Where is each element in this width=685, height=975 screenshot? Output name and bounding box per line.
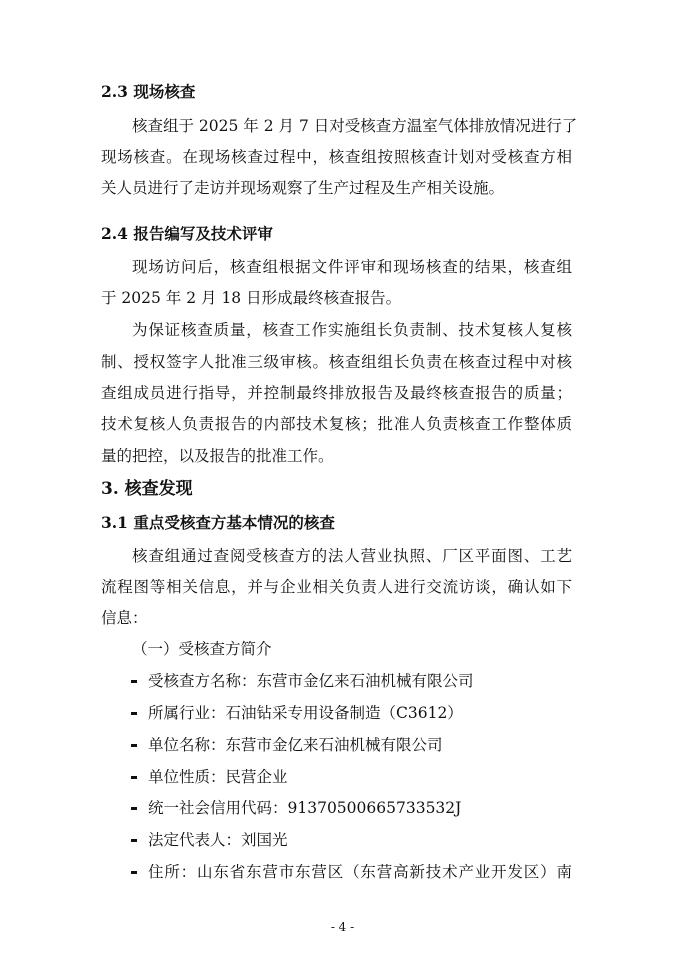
paragraph-line: 查组成员进行指导，并控制最终排放报告及最终核查报告的质量； — [101, 384, 572, 402]
paragraph-line: 量的把控，以及报告的批准工作。 — [101, 447, 334, 465]
section-heading-3-1: 3.1 重点受核查方基本情况的核查 — [101, 513, 335, 532]
bullet-icon — [131, 839, 137, 842]
paragraph-line: 流程图等相关信息，并与企业相关负责人进行交流访谈，确认如下 — [101, 578, 572, 596]
list-item: 单位性质：民营企业 — [148, 768, 288, 786]
bullet-icon — [131, 744, 137, 747]
paragraph-line: 核查组于 2025 年 2 月 7 日对受核查方温室气体排放情况进行了 — [132, 117, 578, 135]
paragraph-line: 为保证核查质量，核查工作实施组长负责制、技术复核人复核 — [132, 321, 572, 339]
page-number: - 4 - — [330, 920, 355, 934]
paragraph-line: 关人员进行了走访并现场观察了生产过程及生产相关设施。 — [101, 179, 505, 197]
section-heading-2-4: 2.4 报告编写及技术评审 — [101, 224, 273, 243]
paragraph-line: 技术复核人负责报告的内部技术复核；批准人负责核查工作整体质 — [101, 415, 572, 433]
list-item: 单位名称：东营市金亿来石油机械有限公司 — [148, 736, 443, 754]
list-item: 住所：山东省东营市东营区（东营高新技术产业开发区）南 — [148, 863, 572, 881]
section-heading-2-3: 2.3 现场核查 — [101, 82, 196, 101]
paragraph-line: 于 2025 年 2 月 18 日形成最终核查报告。 — [101, 289, 402, 307]
chapter-heading: 3. 核查发现 — [101, 479, 193, 499]
bullet-icon — [131, 807, 137, 810]
bullet-icon — [131, 712, 137, 715]
paragraph-line: 制、授权签字人批准三级审核。核查组组长负责在核查过程中对核 — [101, 353, 572, 371]
paragraph-line: 现场核查。在现场核查过程中，核查组按照核查计划对受核查方相 — [101, 148, 572, 166]
paragraph-line: 信息： — [101, 609, 148, 627]
list-title: （一）受核查方简介 — [132, 640, 272, 658]
paragraph-line: 核查组通过查阅受核查方的法人营业执照、厂区平面图、工艺 — [132, 547, 572, 565]
list-item: 受核查方名称：东营市金亿来石油机械有限公司 — [148, 672, 474, 690]
list-item: 统一社会信用代码：91370500665733532J — [148, 799, 462, 817]
list-item: 法定代表人：刘国光 — [148, 831, 288, 849]
paragraph-line: 现场访问后，核查组根据文件评审和现场核查的结果，核查组 — [132, 258, 572, 276]
bullet-icon — [131, 776, 137, 779]
list-item: 所属行业：石油钻采专用设备制造（C3612） — [148, 704, 463, 722]
bullet-icon — [131, 680, 137, 683]
bullet-icon — [131, 871, 137, 874]
